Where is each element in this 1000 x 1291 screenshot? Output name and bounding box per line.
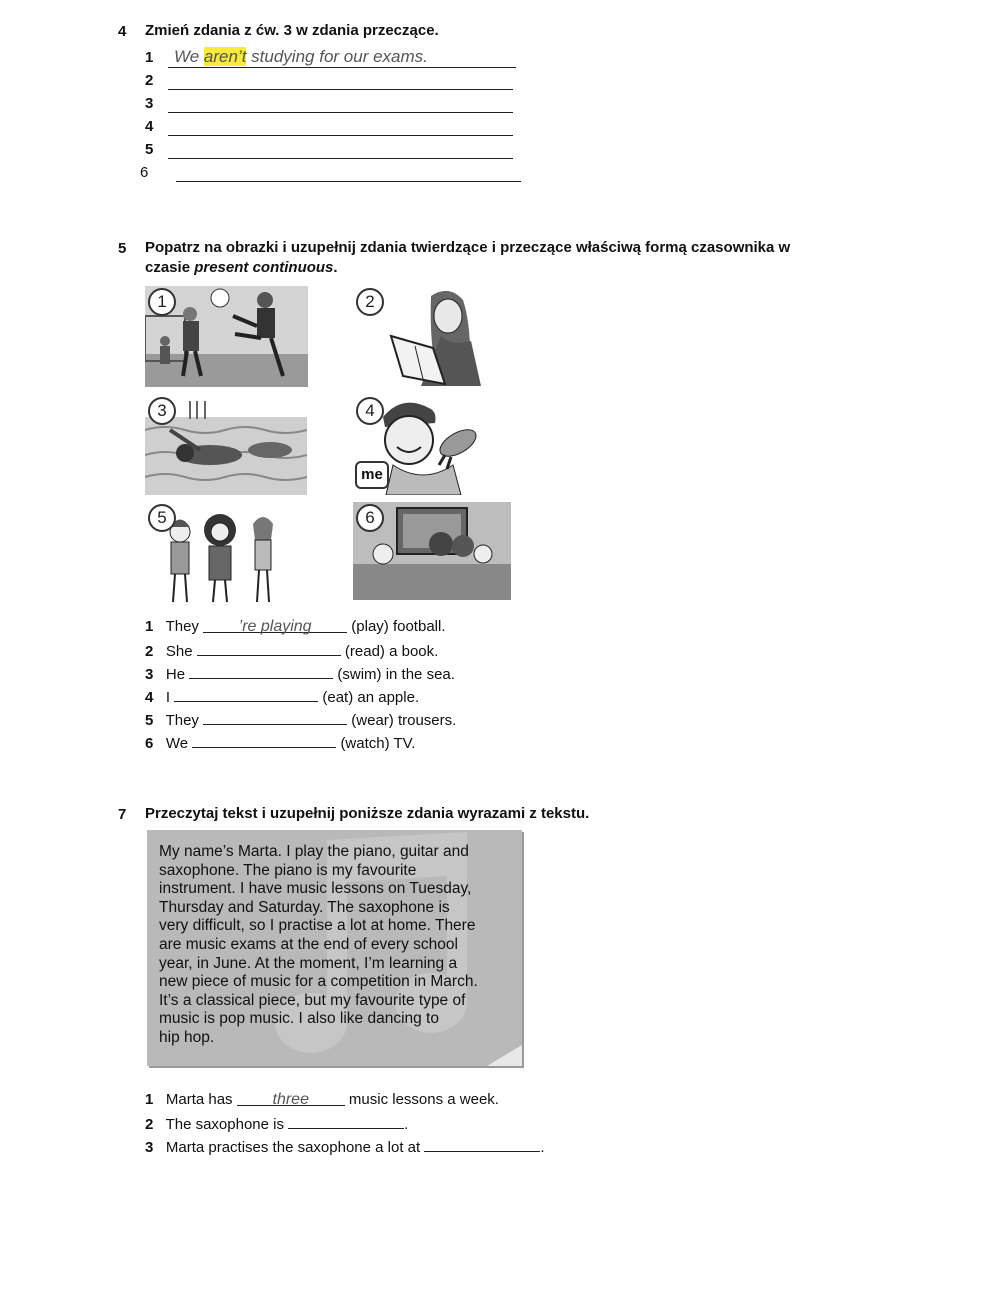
picture-number-circle: 3 bbox=[148, 397, 176, 425]
picture-football bbox=[145, 286, 308, 387]
ex4-answer-line-6[interactable] bbox=[176, 181, 521, 182]
ex4-example-answer: We aren’t studying for our exams. bbox=[174, 47, 428, 66]
ex4-answer-line-1[interactable] bbox=[168, 67, 516, 68]
answer-blank[interactable] bbox=[197, 641, 341, 656]
ex4-answer-line-4[interactable] bbox=[168, 135, 513, 136]
picture-eating bbox=[353, 395, 498, 495]
ex5-sentence-2: 2 She (read) a book. bbox=[145, 643, 439, 660]
reading-text: My name’s Marta. I play the piano, guitar and saxophone. The piano is my favourite instrument. I have music lessons on Tuesday, Thursday and Saturday. The saxophone is very difficult, so I practise a lot at home. There are music exams at the end of every school year, in June. At the moment, I’m learning a new piece of music for a competition in March. It’s a classical piece, but my favourite type of music is pop music. I also like dancing to hip hop. bbox=[159, 843, 478, 1046]
picture-swimming bbox=[145, 395, 307, 495]
exercise-4-title: Zmień zdania z ćw. 3 w zdania przeczące. bbox=[145, 22, 439, 39]
picture-number-circle: 5 bbox=[148, 504, 176, 532]
picture-girls bbox=[145, 502, 285, 602]
ex5-sentence-5: 5 They (wear) trousers. bbox=[145, 712, 457, 729]
answer-blank[interactable]: three bbox=[237, 1091, 345, 1106]
picture-watching-tv bbox=[353, 502, 511, 600]
answer-blank[interactable] bbox=[174, 687, 318, 702]
answer-blank[interactable] bbox=[189, 664, 333, 679]
ex7-question-2: 2 The saxophone is . bbox=[145, 1116, 409, 1133]
exercise-5-number: 5 bbox=[118, 240, 127, 257]
ex5-sentence-3: 3 He (swim) in the sea. bbox=[145, 666, 455, 683]
answer-blank[interactable] bbox=[288, 1114, 404, 1129]
ex4-line-number: 5 bbox=[145, 141, 154, 158]
picture-number-circle: 4 bbox=[356, 397, 384, 425]
ex5-sentence-1: 1 They ’re playing (play) football. bbox=[145, 618, 446, 635]
ex4-answer-line-2[interactable] bbox=[168, 89, 513, 90]
answer-blank[interactable]: ’re playing bbox=[203, 618, 347, 633]
reading-text-box bbox=[147, 830, 522, 1066]
answer-blank[interactable] bbox=[203, 710, 347, 725]
ex4-line-number: 4 bbox=[145, 118, 154, 135]
ex4-line-number: 6 bbox=[140, 164, 149, 181]
ex4-line-number: 2 bbox=[145, 72, 154, 89]
me-label: me bbox=[355, 461, 389, 489]
ex7-question-1: 1 Marta has three music lessons a week. bbox=[145, 1091, 499, 1108]
answer-blank[interactable] bbox=[192, 733, 336, 748]
picture-reading bbox=[353, 286, 503, 387]
ex7-question-3: 3 Marta practises the saxophone a lot at . bbox=[145, 1139, 545, 1156]
picture-number-circle: 1 bbox=[148, 288, 176, 316]
ex5-sentence-4: 4 I (eat) an apple. bbox=[145, 689, 420, 706]
answer-blank[interactable] bbox=[424, 1137, 540, 1152]
ex4-answer-line-5[interactable] bbox=[168, 158, 513, 159]
ex4-line-number: 3 bbox=[145, 95, 154, 112]
exercise-7-title: Przeczytaj tekst i uzupełnij poniższe zdania wyrazami z tekstu. bbox=[145, 805, 590, 822]
exercise-7-number: 7 bbox=[118, 806, 127, 823]
ex4-answer-line-3[interactable] bbox=[168, 112, 513, 113]
exercise-4-number: 4 bbox=[118, 23, 127, 40]
picture-number-circle: 6 bbox=[356, 504, 384, 532]
ex5-sentence-6: 6 We (watch) TV. bbox=[145, 735, 416, 752]
ex4-line-number: 1 bbox=[145, 49, 154, 66]
picture-number-circle: 2 bbox=[356, 288, 384, 316]
highlighted-word: aren’t bbox=[203, 47, 247, 66]
exercise-5-title: Popatrz na obrazki i uzupełnij zdania twierdzące i przeczące właściwą formą czasownika w czasie present continuous. bbox=[145, 239, 791, 276]
